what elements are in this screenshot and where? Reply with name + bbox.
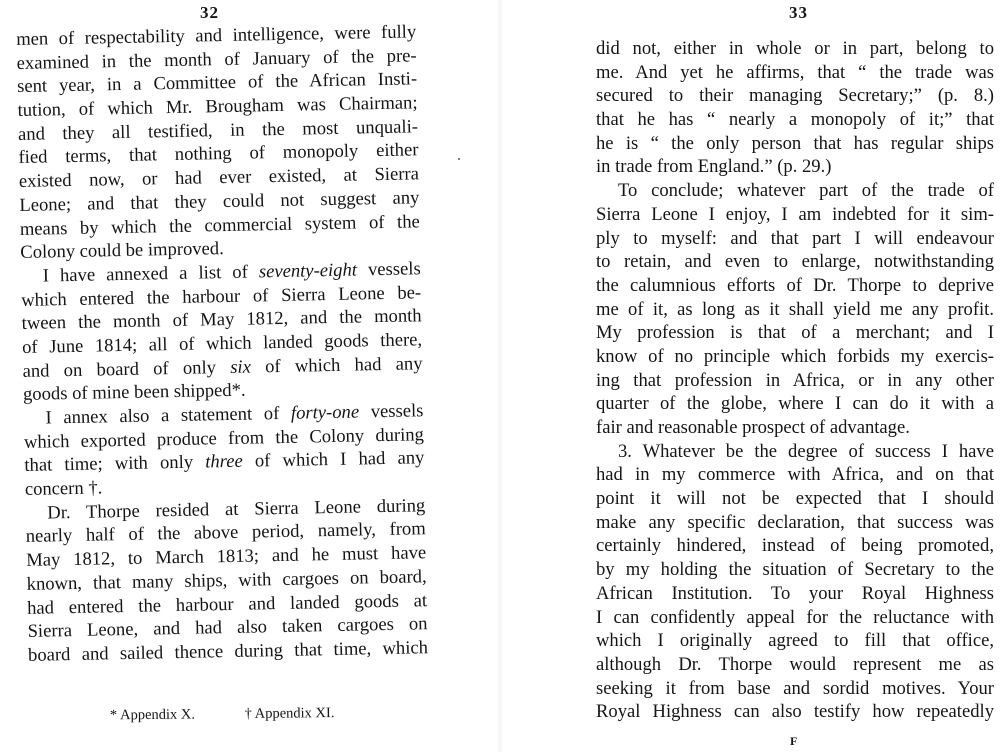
text-line: had in my commerce with Africa, and on that [596,464,994,486]
text-line: goods of mine been shipped*. [22,379,246,406]
text-line: that time; with only three of which I had any [24,447,425,477]
text-line: in trade from England.” (p. 29.) [596,156,832,178]
text-line: point it will not be expected that I should [596,488,994,510]
signature-mark: F [790,734,798,748]
text-line: although Dr. Thorpe would represent me as [596,653,994,675]
text-line: ply to myself: and that part I will endeavour [596,227,994,249]
footnote: † Appendix XI. [244,705,335,723]
text-line: and on board of only six of which had any [22,352,423,382]
text-line: I annex also a statement of forty-one vessels [45,400,424,429]
text-line: by my holding the situation of Secretary to the [596,559,994,581]
text-line: know of no principle which forbids my exercis- [596,345,994,367]
text-line: had entered the harbour and landed goods at [26,589,428,619]
page-text [596,37,994,724]
text-line: May 1812, to March 1813; and he must have [26,542,427,572]
page-number: 33 [789,3,808,22]
text-line: which entered the harbour of Sierra Leone be- [21,281,422,311]
text-line: tution, of which Mr. Brougham was Chairman; [17,92,418,122]
text-line: fied terms, that nothing of monopoly either [18,139,419,169]
text-line: tween the month of May 1812, and the month [21,305,422,335]
text-line: secured to their managing Secretary;” (p. 8.) [596,85,994,107]
text-line: certainly hindered, instead of being promoted, [596,535,994,557]
footnotes [110,705,381,725]
text-line: I have annexed a list of seventy-eight vessels [42,258,421,287]
text-line: Royal Highness can also testify how repeatedly [596,701,994,723]
text-line: Sierra Leone, and had also taken cargoes on [27,613,428,643]
page-text [16,20,428,667]
page-number: 32 [200,3,219,22]
text-line: concern †. [24,477,103,500]
text-line: to retain, and even to enlarge, notwithstanding [596,251,994,273]
text-line: Dr. Thorpe resided at Sierra Leone during [47,494,426,524]
text-line: fair and reasonable prospect of advantage. [596,417,910,438]
text-line: make any specific declaration, that success was [596,511,994,533]
text-line: the calumnious efforts of Dr. Thorpe to deprive [596,274,994,296]
text-line: examined in the month of January of the pre- [16,45,417,74]
right-page [500,0,1000,752]
text-line: which exported produce from the Colony during [23,423,425,453]
text-line: and they all testified, in the most unquali- [17,116,419,145]
text-line: I can confidently appeal for the reluctance with [596,606,994,628]
text-line: that he has “ nearly a monopoly of it;” that [596,109,994,131]
text-line: board and sailed thence during that time, which [27,637,429,666]
text-line: me of it, as long as it shall yield me any profit. [596,298,994,320]
text-line: seeking it from base and sordid motives. Your [596,677,994,699]
text-line: which I originally agreed to fill that office, [596,630,994,652]
text-line: Leone; and that they could not suggest any [19,187,420,216]
text-line: means by which the commercial system of the [19,210,420,240]
footnote: * Appendix X. [109,706,196,724]
text-line: known, that many ships, with cargoes on board, [26,566,427,595]
text-line: men of respectability and intelligence, were fully [16,21,417,50]
text-line: existed now, or had ever existed, at Sierra [18,163,420,193]
text-line: Colony could be improved. [20,238,224,264]
text-line: To conclude; whatever part of the trade of [618,180,994,202]
text-line: of June 1814; all of which landed goods there, [21,329,423,358]
text-line: me. And yet he affirms, that “ the trade was [596,61,994,83]
text-line: sent year, in a Committee of the African Insti- [16,68,418,98]
text-line: did not, either in whole or in part, belong to [596,38,994,59]
text-line: African Institution. To your Royal Highness [596,582,994,604]
text-line: nearly half of the above period, namely, from [25,518,426,548]
text-line: ing that profession in Africa, or in any other [596,369,994,391]
text-line: quarter of the globe, where I can do it with a [596,393,994,415]
text-line: he is “ the only person that has regular ships [596,132,994,154]
ink-speck [458,158,460,160]
text-line: 3. Whatever be the degree of success I have [618,440,994,462]
text-line: My profession is that of a merchant; and I [596,322,994,344]
text-line: Sierra Leone I enjoy, I am indebted for it sim- [596,203,994,225]
